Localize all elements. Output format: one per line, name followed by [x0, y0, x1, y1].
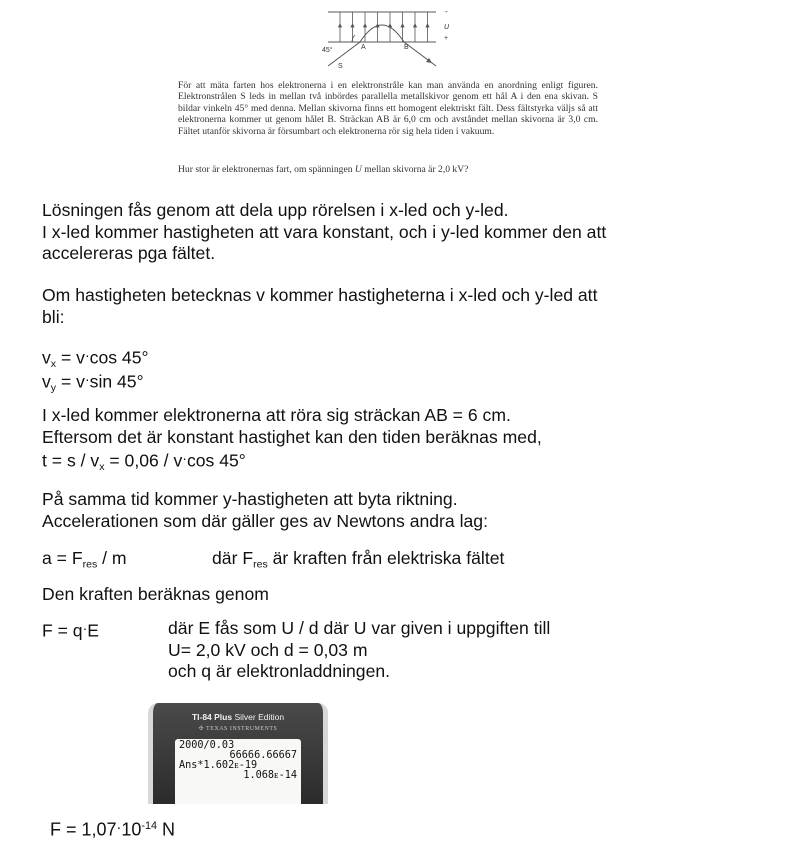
field-arrows: [339, 12, 430, 42]
calc-line: Ans*1.602ᴇ-19: [179, 760, 258, 771]
text-line: Eftersom det är konstant hastighet kan den tiden beräknas med,: [42, 426, 542, 447]
problem-description: För att mäta farten hos elektronerna i en elektronstråle kan man använda en anordning enligt figuren. Elektronstrålen S leds in mellan två inbördes parallella metallskivor genom ett hål A i den ena skivan. S bildar vinkeln 45° med denna. Mellan skivorna finns ett homogent elektriskt fält. Dess fältstyrka väljs så att elektronerna kommer ut genom hålet B. Sträckan AB är 6,0 cm och avståndet mellan skivorna är 3,0 cm. Fältet utanför skivorna är försumbart och elektronerna rör sig hela tiden i vakuum.: [178, 80, 598, 137]
field-arrowhead: [414, 24, 417, 27]
model-bold: TI-84 Plus: [191, 712, 233, 722]
eq-dot: ·: [82, 620, 88, 636]
calc-line: 2000/0.03: [179, 740, 235, 751]
eq-subscript: res: [253, 558, 268, 571]
question-post: mellan skivorna är 2,0 kV?: [361, 164, 469, 175]
field-arrowhead: [351, 24, 354, 27]
vx-equation: [42, 345, 149, 369]
velocity-components: [42, 345, 149, 393]
eq-dot: ·: [84, 371, 90, 388]
acceleration-equation: [42, 548, 127, 570]
eq-dot: ·: [84, 347, 90, 363]
eq-exponent: -14: [141, 820, 157, 833]
field-arrowhead: [401, 24, 404, 27]
eq-subscript: x: [99, 461, 105, 474]
electron-trajectory: [328, 25, 436, 66]
velocity-notation: [42, 285, 597, 328]
eq-part: är kraften från elektriska fältet: [267, 548, 505, 568]
calc-line: 1.068ᴇ-14: [243, 770, 297, 781]
problem-question: [178, 164, 598, 175]
force-equation: [42, 618, 99, 642]
eq-part: cos 45°: [89, 347, 149, 368]
field-arrowhead: [364, 24, 367, 27]
problem-figure: [318, 0, 468, 72]
text-line: I x-led kommer hastigheten att vara konstant, och i y-led kommer den att: [42, 221, 607, 242]
text-line: I x-led kommer elektronerna att röra sig sträckan AB = 6 cm.: [42, 405, 511, 425]
eq-part: F = q: [42, 620, 83, 641]
text-line: accelereras pga fältet.: [42, 243, 216, 263]
minus-sign: -: [445, 7, 448, 16]
eq-subscript: x: [50, 358, 57, 371]
eq-part: E: [87, 620, 100, 641]
eq-subscript: y: [50, 382, 57, 395]
eq-part: / m: [97, 548, 127, 568]
eq-dot: ·: [116, 820, 122, 836]
text-line: Om hastigheten betecknas v kommer hastigheterna i x-led och y-led att: [42, 285, 598, 305]
eq-part: cos 45°: [186, 450, 246, 471]
eq-part: t = s / v: [42, 450, 100, 471]
acceleration-note: [212, 548, 504, 570]
eq-part: = v: [56, 371, 85, 392]
eq-part: v: [42, 347, 51, 368]
eq-subscript: res: [82, 558, 98, 571]
eq-part: a = F: [42, 548, 83, 568]
voltage-label: U: [444, 24, 450, 31]
eq-part: F = 1,07: [50, 819, 117, 840]
point-a-label: A: [361, 44, 366, 51]
acceleration-intro: [42, 489, 488, 532]
force-note: [168, 618, 550, 683]
calculator-display: [175, 739, 301, 804]
field-arrowhead: [339, 24, 342, 27]
force-intro: Den kraften beräknas genom: [42, 584, 269, 604]
eq-part: = v: [56, 347, 85, 368]
eq-part: v: [42, 371, 51, 392]
text-line: bli:: [42, 306, 65, 327]
text-line: där E fås som U / d där U var given i uppgiften till: [168, 618, 551, 638]
field-arrowhead: [426, 24, 429, 27]
metal-plates: [328, 12, 436, 42]
question-var: U: [354, 164, 362, 175]
time-equation: [42, 448, 542, 472]
question-pre: Hur stor är elektronernas fart, om spänningen: [178, 164, 355, 175]
text-line: Accelerationen som där gäller ges av Newtons andra lag:: [42, 510, 488, 531]
eq-part: där F: [212, 548, 254, 568]
plus-sign: +: [444, 35, 449, 42]
eq-part: sin 45°: [89, 371, 144, 392]
calculator-screenshot: [148, 703, 328, 804]
calculator-model: [153, 712, 323, 722]
calculator-brand: ✣ TEXAS INSTRUMENTS: [198, 726, 278, 732]
force-result: [50, 818, 175, 841]
point-b-label: B: [404, 44, 409, 51]
time-calculation: [42, 405, 542, 472]
angle-label: 45°: [322, 47, 333, 54]
text-line: och q är elektronladdningen.: [168, 661, 391, 681]
eq-dot: ·: [182, 450, 187, 466]
eq-part: 10: [121, 819, 142, 840]
text-line: U= 2,0 kV och d = 0,03 m: [168, 639, 368, 660]
text-line: På samma tid kommer y-hastigheten att byta riktning.: [42, 489, 458, 509]
calc-line: 66666.66667: [229, 750, 297, 761]
text-line: Lösningen fås genom att dela upp rörelsen i x-led och y-led.: [42, 200, 509, 220]
eq-part: = 0,06 / v: [104, 450, 183, 471]
vy-equation: [42, 369, 149, 393]
eq-unit: N: [156, 819, 175, 840]
solution-intro: [42, 200, 606, 265]
model-rest: Silver Edition: [232, 712, 285, 722]
beam-label: S: [338, 63, 343, 70]
